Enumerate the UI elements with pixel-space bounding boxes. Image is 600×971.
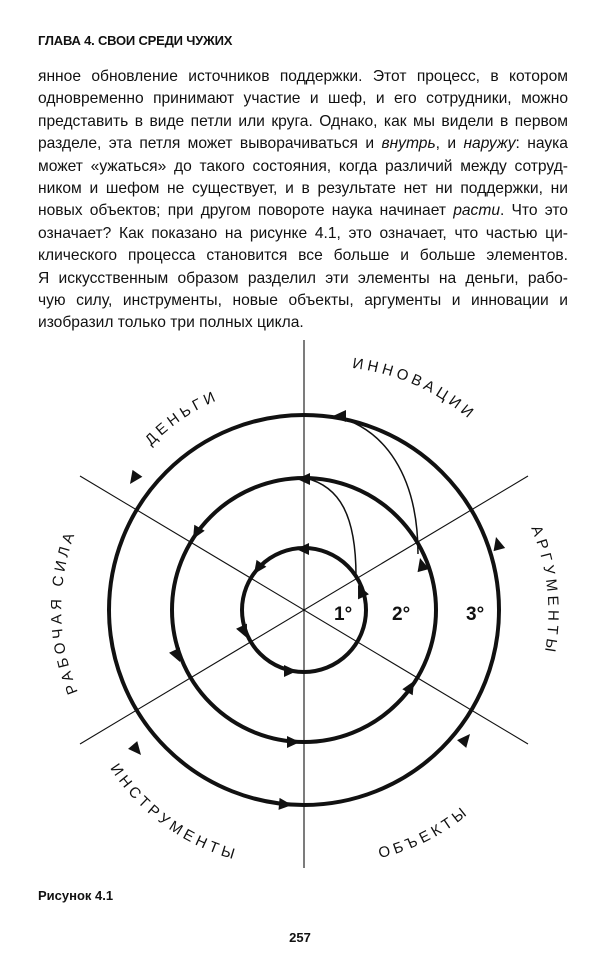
arrow-icon — [490, 535, 505, 551]
text-line — [38, 200, 568, 222]
arrow-icon — [284, 665, 297, 677]
text-line: янное обновление источников поддержки. Этот процесс, в котором — [38, 68, 568, 85]
label-text: ОБЪЕКТЫ — [376, 802, 473, 863]
cycle-label-1: 1° — [334, 604, 353, 625]
arrowheads — [125, 410, 505, 811]
text-line: означает? Как показано на рисунке 4.1, это означает, что частью ци- — [38, 224, 568, 242]
text-line: представить в виде петли или круга. Однако, как мы видели в первом — [38, 112, 568, 130]
label-text: ДЕНЬГИ — [141, 387, 222, 449]
text-run: : наука — [515, 135, 568, 153]
text-run: . Что это — [500, 202, 568, 220]
chapter-header: ГЛАВА 4. СВОИ СРЕДИ ЧУЖИХ — [38, 33, 233, 48]
text-line: одновременно принимают участие и шеф, и его сотрудники, можно — [38, 90, 568, 108]
arrow-icon — [279, 798, 293, 811]
label-text: ИНСТРУМЕНТЫ — [106, 760, 241, 864]
italic-word: внутрь — [381, 135, 436, 153]
cycle-diagram — [0, 336, 600, 876]
text-line: клического процесса становится все больше и больше элементов. — [38, 247, 568, 265]
text-line: изобразил только три полных цикла. — [38, 314, 304, 332]
text-run: новых объектов; при другом повороте наука начинает — [38, 202, 454, 220]
arrow-icon — [125, 470, 142, 488]
italic-word: наружу — [463, 135, 516, 153]
page-number: 257 — [289, 930, 311, 945]
sector-label-innovations — [351, 355, 479, 424]
cycle-label-2: 2° — [392, 604, 411, 625]
sector-label-objects — [377, 802, 473, 862]
italic-word: расти — [453, 202, 500, 220]
label-text: РАБОЧАЯ СИЛА — [48, 527, 82, 697]
sector-label-workforce — [48, 527, 82, 697]
label-text: ИННОВАЦИИ — [351, 355, 480, 424]
label-text: АРГУМЕНТЫ — [527, 523, 562, 657]
cycle-label-3: 3° — [466, 604, 485, 625]
text-line: может «ужаться» до такого состояния, когда различий между сотруд- — [38, 157, 568, 175]
text-run: , и — [435, 135, 464, 153]
figure-caption: Рисунок 4.1 — [38, 888, 114, 903]
sector-label-instruments — [107, 761, 241, 864]
text-line: ником и шефом не существует, и в результате нет ни поддержки, ни — [38, 180, 568, 198]
axis-lines — [80, 340, 528, 868]
connector-inner — [305, 478, 356, 576]
arrow-icon — [296, 543, 309, 555]
text-run: разделе, эта петля может выворачиваться и — [38, 135, 382, 153]
body-paragraph — [38, 66, 568, 335]
arrow-icon — [128, 741, 146, 759]
sector-label-arguments — [527, 523, 561, 657]
text-line: Я искусственным образом разделил эти элементы на деньги, рабо- — [38, 269, 568, 287]
text-line — [38, 133, 568, 155]
arrow-icon — [287, 736, 300, 748]
arrow-icon — [457, 730, 475, 748]
text-line: чую силу, инструменты, новые объекты, аргументы и инновации и — [38, 292, 568, 310]
